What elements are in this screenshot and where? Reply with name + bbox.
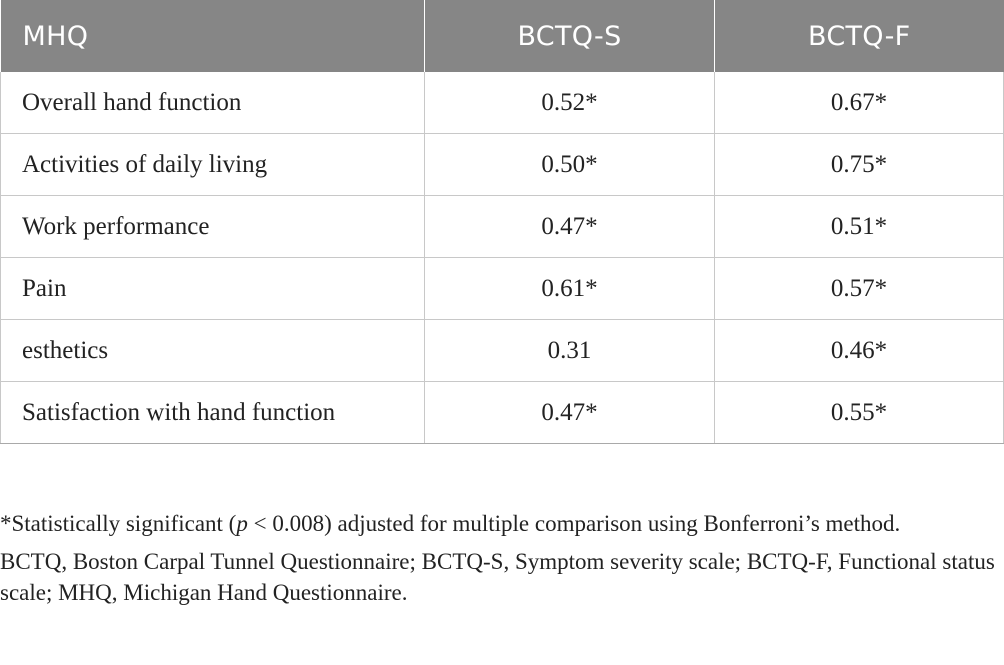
table-row bbox=[1, 72, 1004, 134]
table-header bbox=[1, 0, 1004, 72]
cell-bctq-s: 0.47* bbox=[425, 196, 715, 258]
cell-bctq-f: 0.75* bbox=[715, 134, 1004, 196]
abbreviations-footnote: BCTQ, Boston Carpal Tunnel Questionnaire; BCTQ-S, Symptom severity scale; BCTQ-F, Functional status scale; MHQ, Michigan Hand Questionnaire. bbox=[0, 549, 995, 605]
cell-bctq-f: 0.55* bbox=[715, 382, 1004, 444]
table-footnotes bbox=[0, 508, 1004, 608]
cell-bctq-f: 0.57* bbox=[715, 258, 1004, 320]
table-row bbox=[1, 196, 1004, 258]
table-row bbox=[1, 320, 1004, 382]
row-label: Overall hand function bbox=[1, 72, 425, 134]
row-label: esthetics bbox=[1, 320, 425, 382]
table-row bbox=[1, 382, 1004, 444]
cell-bctq-s: 0.31 bbox=[425, 320, 715, 382]
p-symbol: p bbox=[236, 511, 248, 536]
cell-bctq-s: 0.61* bbox=[425, 258, 715, 320]
row-label: Work performance bbox=[1, 196, 425, 258]
table-row bbox=[1, 134, 1004, 196]
cell-bctq-f: 0.67* bbox=[715, 72, 1004, 134]
cell-bctq-s: 0.47* bbox=[425, 382, 715, 444]
significance-text-end: < 0.008) adjusted for multiple comparison using Bonferroni’s method. bbox=[247, 511, 901, 536]
cell-bctq-s: 0.52* bbox=[425, 72, 715, 134]
column-header-bctq-s: BCTQ-S bbox=[425, 0, 715, 72]
table-body bbox=[1, 72, 1004, 444]
row-label: Pain bbox=[1, 258, 425, 320]
column-header-bctq-f: BCTQ-F bbox=[715, 0, 1004, 72]
header-row bbox=[1, 0, 1004, 72]
row-label: Activities of daily living bbox=[1, 134, 425, 196]
cell-bctq-s: 0.50* bbox=[425, 134, 715, 196]
cell-bctq-f: 0.46* bbox=[715, 320, 1004, 382]
significance-footnote bbox=[0, 508, 1004, 539]
cell-bctq-f: 0.51* bbox=[715, 196, 1004, 258]
column-header-mhq: MHQ bbox=[1, 0, 425, 72]
significance-text-start: *Statistically significant ( bbox=[0, 511, 237, 536]
row-label: Satisfaction with hand function bbox=[1, 382, 425, 444]
table-row bbox=[1, 258, 1004, 320]
